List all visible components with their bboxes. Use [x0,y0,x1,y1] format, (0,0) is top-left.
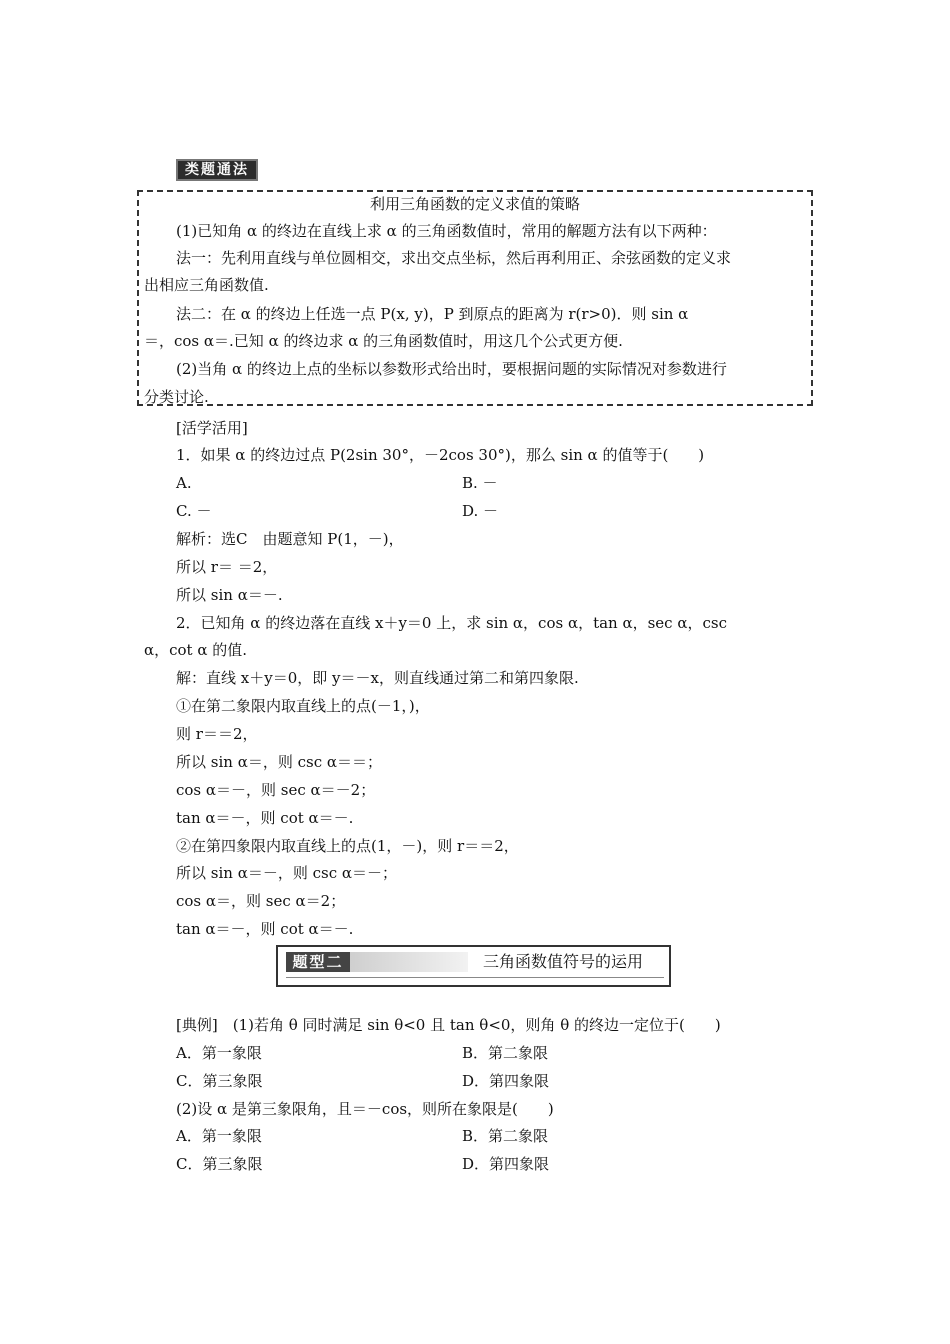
solution-line: 则 r＝＝2， [176,725,258,743]
option-d: D. － [462,502,499,520]
option-d: D．第四象限 [462,1072,550,1090]
option-a: A．第一象限 [176,1127,262,1145]
solution-line: 解析：选C 由题意知 P(1，－)， [176,530,404,548]
question-type-banner [276,945,671,987]
option-b: B. － [462,474,498,492]
option-c: C．第三象限 [176,1072,263,1090]
practice-heading: [活学活用] [176,419,248,437]
strategy-line: (2)当角 α 的终边上点的坐标以参数形式给出时，要根据问题的实际情况对参数进行 [176,360,727,378]
strategy-line: ＝，cos α＝.已知 α 的终边求 α 的三角函数值时，用这几个公式更方便. [144,332,623,350]
option-a: A. [176,474,192,492]
option-b: B．第二象限 [462,1127,549,1145]
solution-line: tan α＝－，则 cot α＝－. [176,809,354,827]
example-question-1: [典例] (1)若角 θ 同时满足 sin θ<0 且 tan θ<0，则角 θ 的终边一定位于( ) [176,1016,721,1034]
solution-line: 所以 sin α＝－. [176,586,283,604]
question-2-cont: α，cot α 的值. [144,641,248,659]
solution-line: cos α＝，则 sec α＝2； [176,892,346,910]
example-question-2: (2)设 α 是第三象限角，且＝－cos，则所在象限是( ) [176,1100,554,1118]
solution-line: 解：直线 x＋y＝0，即 y＝－x，则直线通过第二和第四象限. [176,669,579,687]
strategy-line: (1)已知角 α 的终边在直线上求 α 的三角函数值时，常用的解题方法有以下两种： [176,222,717,240]
solution-line: 所以 sin α＝－，则 csc α＝－； [176,864,397,882]
question-1: 1．如果 α 的终边过点 P(2sin 30°，－2cos 30°)，那么 sin α 的值等于( ) [176,446,705,464]
strategy-title: 利用三角函数的定义求值的策略 [369,195,580,213]
solution-line: cos α＝－，则 sec α＝－2； [176,781,376,799]
solution-line: ①在第二象限内取直线上的点(－1，)， [176,697,430,715]
question-2: 2．已知角 α 的终边落在直线 x＋y＝0 上，求 sin α，cos α，tan α，sec α，csc [176,614,727,632]
option-c: C. － [176,502,212,520]
question-type-label: 题型二 [286,952,350,972]
solution-line: 所以 sin α＝，则 csc α＝＝； [176,753,382,771]
strategy-line: 分类讨论. [144,388,209,406]
option-c: C．第三象限 [176,1155,263,1173]
banner-underline [286,977,664,978]
tip-tag: 类题通法 [176,159,258,181]
solution-line: tan α＝－，则 cot α＝－. [176,920,354,938]
strategy-line: 法一：先利用直线与单位圆相交，求出交点坐标，然后再利用正、余弦函数的定义求 [176,249,732,267]
question-type-title: 三角函数值符号的运用 [483,952,644,971]
strategy-line: 法二：在 α 的终边上任选一点 P(x, y)，P 到原点的距离为 r(r>0)．则 sin α [176,305,689,323]
banner-gradient [350,952,468,972]
solution-line: 所以 r＝ ＝2， [176,558,278,576]
option-d: D．第四象限 [462,1155,550,1173]
strategy-line: 出相应三角函数值. [144,276,269,294]
option-a: A．第一象限 [176,1044,262,1062]
option-b: B．第二象限 [462,1044,549,1062]
solution-line: ②在第四象限内取直线上的点(1，－)，则 r＝＝2， [176,837,519,855]
